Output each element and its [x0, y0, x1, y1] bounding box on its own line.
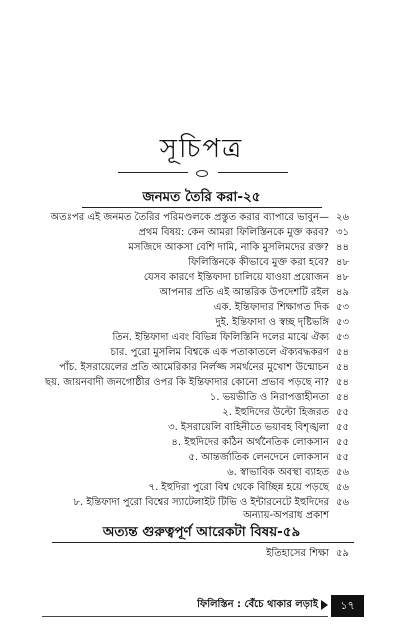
toc-entry [0, 465, 403, 481]
toc-entry-text: ছয়. জায়নবাদী জনগোষ্ঠীর ওপর কি ইন্তিফাদার কোনো প্রভাব পড়ছে না? [44, 377, 329, 388]
ornament-line-left [118, 172, 188, 173]
toc-entry-text: আপনার প্রতি এই আন্তরিক উপদেশটি রইল [159, 287, 329, 298]
toc-entry-text: ফিলিস্তিনকে কীভাবে মুক্ত করা হবে? [188, 257, 329, 268]
title-ornament [118, 170, 288, 176]
toc-entry-page: ৫৬ [336, 467, 349, 478]
triangle-right-icon [321, 600, 328, 610]
toc-entry-text: এক. ইন্তিফাদার শিক্ষাগত দিক [213, 302, 329, 313]
toc-entry [0, 450, 403, 466]
ornament-center [196, 170, 208, 177]
section-heading-underline [52, 542, 354, 543]
toc-entry-text: ৫. আন্তর্জাতিক লেনদেনে লোকসান [188, 452, 329, 463]
toc-entry-page: ৫৩ [336, 332, 349, 343]
toc-entry-page: ৫৫ [336, 437, 349, 448]
toc-entry [0, 270, 403, 286]
toc-entry-page: ৫৫ [336, 407, 349, 418]
toc-entry-page: ৫৪ [336, 392, 349, 403]
toc-entry-text: অতঃপর এই জনমত তৈরির পরিমণ্ডলকে প্রস্তুত করার ব্যাপারে ভাবুন— [50, 212, 329, 223]
toc-entry [0, 315, 403, 331]
toc-entry-text: মসজিদে আকসা বেশি দামি, নাকি মুসলিমদের রক্ত? [128, 242, 329, 253]
section-heading-underline [82, 207, 322, 208]
toc-entry [0, 255, 403, 271]
toc-entry-text: ৭. ইহুদিরা পুরো বিশ্ব থেকে বিচ্ছিন্ন হয়ে পড়ছে [148, 482, 329, 493]
toc-entry-page: ৪৪ [336, 242, 349, 253]
toc-entry-page: ৫৫ [336, 422, 349, 433]
toc-entry-text: যেসব কারণে ইন্তিফাদা চালিয়ে যাওয়া প্রয়োজন [143, 272, 329, 283]
toc-entry [0, 435, 403, 451]
toc-entry-text: ১. ভয়ভীতি ও নিরাপত্তাহীনতা [209, 392, 329, 403]
toc-entry-text: প্রথম বিষয়: কেন আমরা ফিলিস্তিনকে মুক্ত করব? [138, 227, 329, 238]
toc-entry [0, 210, 403, 226]
toc-entry [0, 330, 403, 346]
toc-entry [0, 480, 403, 496]
toc-entry-text: দুই. ইন্তিফাদা ও স্বচ্ছ দৃষ্টিভঙ্গি [215, 317, 329, 328]
toc-entry-text: ৮. ইন্তিফাদা পুরো বিশ্বের স্যাটেলাইট টিভি ও ইন্টারনেটে ইহুদিদের অন্যায়-অপরাধ প্রকাশ [73, 497, 329, 521]
toc-entry-page: ৫৫ [336, 452, 349, 463]
ornament-line-right [218, 172, 288, 173]
page-footer [0, 595, 403, 617]
toc-entry-text: ৪. ইহুদিদের কঠিন অর্থনৈতিক লোকসান [171, 437, 329, 448]
toc-entry-page: ৫৪ [336, 377, 349, 388]
toc-entry-page: ৫৬ [336, 497, 349, 508]
toc-entry [0, 225, 403, 241]
toc-entry-page: ৫৩ [336, 302, 349, 313]
toc-entry [0, 405, 403, 421]
toc-entry-page: ২৬ [336, 212, 350, 223]
toc-entry-text: তিন. ইন্তিফাদা এবং বিভিন্ন ফিলিস্তিনি দলের মাঝে ঐক্য [112, 332, 329, 343]
toc-entry-page: ৪৯ [336, 287, 349, 298]
toc-entry-text: ইতিহাসের শিক্ষা [266, 548, 329, 559]
section-heading: জনমত তৈরি করা-২৫ [142, 189, 261, 205]
toc-entry [0, 345, 403, 361]
toc-entry [0, 240, 403, 256]
toc-entry-page: ৪৮ [336, 257, 349, 268]
toc-entry-page: ৫৪ [336, 362, 349, 373]
footer-rule [42, 616, 328, 617]
toc-entry-text: পাঁচ. ইসরায়েলের প্রতি আমেরিকার নির্লজ্জ সমর্থনের মুখোশ উন্মোচন [59, 362, 329, 373]
toc-entry [0, 496, 403, 524]
toc-entry-page: ৫৯ [336, 548, 349, 559]
page-number: ১৭ [331, 595, 364, 617]
toc-entry-text: ৩. ইসরায়েলি বাহিনীতে ভয়াবহ বিশৃঙ্খলা [168, 422, 329, 433]
running-title: ফিলিস্তিন : বেঁচে থাকার লড়াই [197, 599, 318, 610]
toc-entry [0, 360, 403, 376]
section-heading: অত্যন্ত গুরুত্বপূর্ণ আরেকটা বিষয়-৫৯ [102, 524, 301, 540]
toc-entry-page: ৫৬ [336, 482, 349, 493]
toc-entry [0, 300, 403, 316]
toc-entry [0, 420, 403, 436]
toc-entry [0, 390, 403, 406]
toc-entry-page: ৫৩ [336, 317, 349, 328]
toc-entry-page: ৫৪ [336, 347, 349, 358]
page-title: সূচিপত্র [159, 134, 244, 164]
toc-entry-page: ৪৮ [336, 272, 349, 283]
toc-entry-text: চার. পুরো মুসলিম বিশ্বকে এক পতাকাতলে ঐক্যবদ্ধকরণ [110, 347, 329, 358]
toc-entry [0, 546, 403, 562]
toc-entry-page: ৩১ [336, 227, 349, 238]
toc-entry-text: ২. ইহুদিদের উল্টো হিজরত [222, 407, 329, 418]
toc-entry [0, 285, 403, 301]
toc-entry-text: ৬. স্বাভাবিক অবস্থা ব্যাহত [227, 467, 329, 478]
toc-entry [0, 375, 403, 391]
